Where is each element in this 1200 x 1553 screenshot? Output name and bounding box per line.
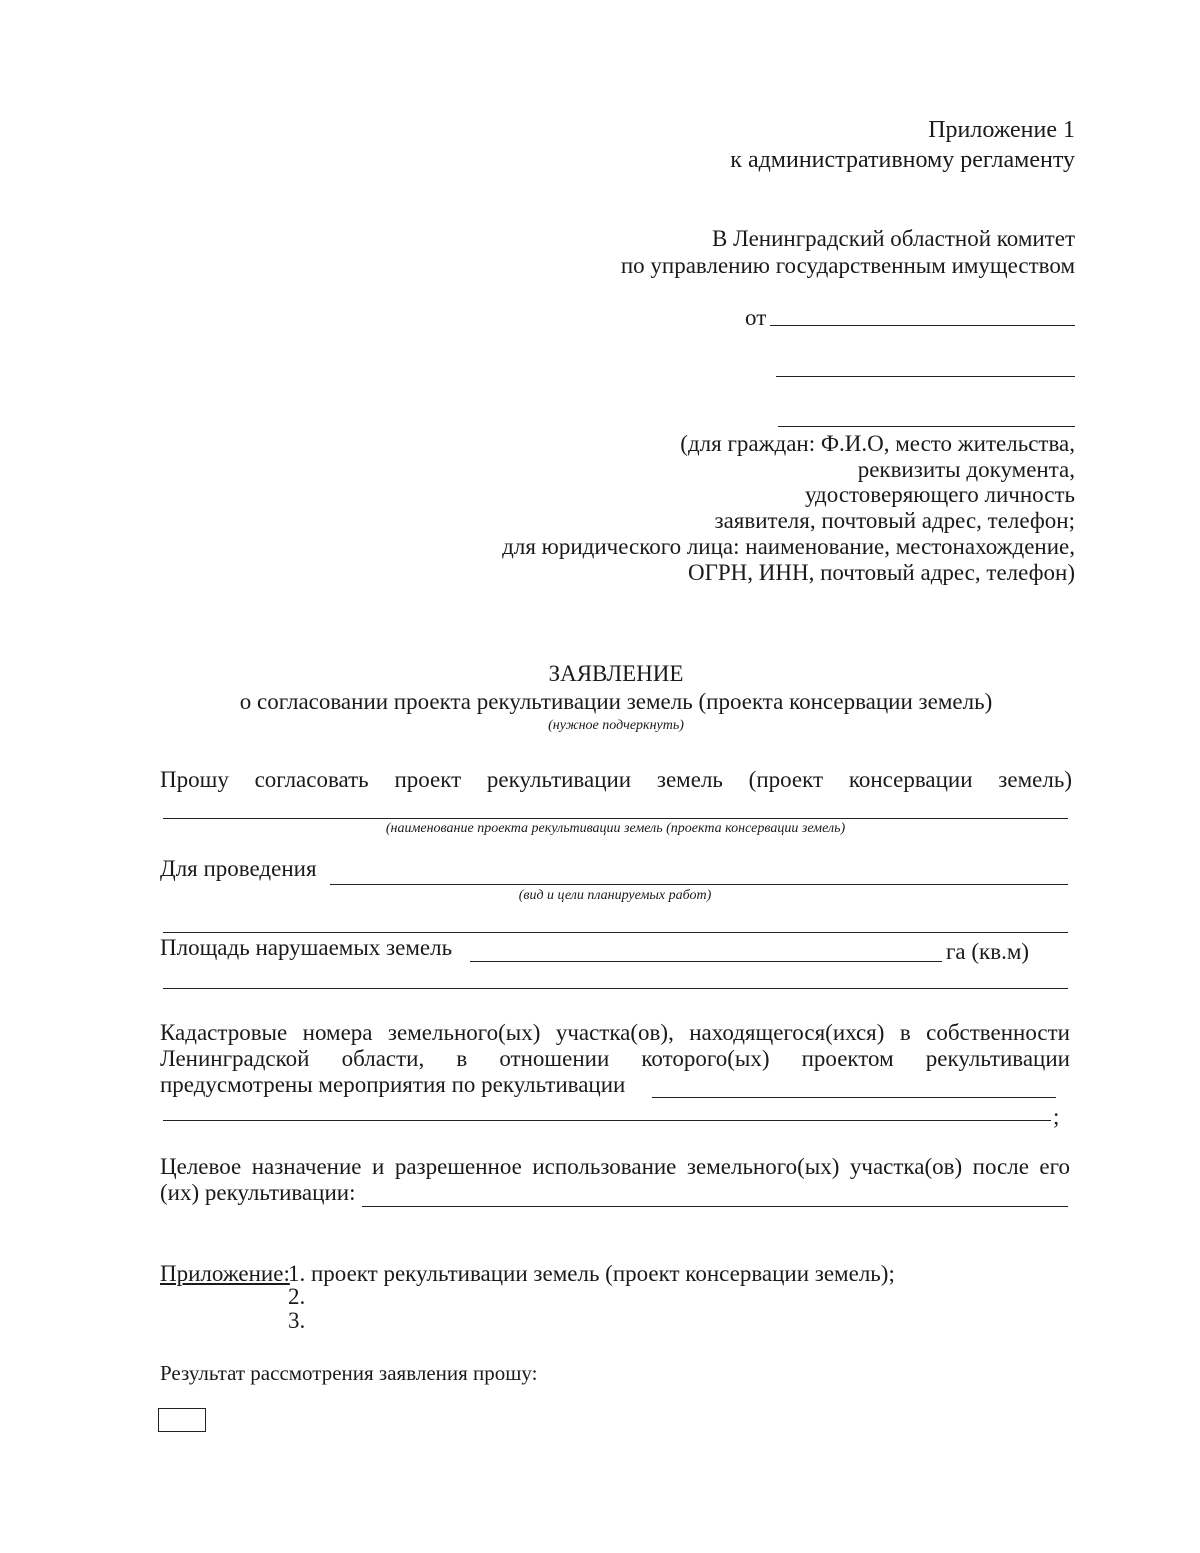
purpose-hint: (вид и цели планируемых работ) — [518, 888, 712, 903]
area-field-line[interactable] — [470, 961, 942, 962]
applicant-hint-5: для юридического лица: наименование, местонахождение, — [502, 534, 1075, 559]
addressee-line1: В Ленинградский областной комитет — [712, 226, 1075, 251]
usage-line2: (их) рекультивации: — [160, 1180, 356, 1205]
document-heading: ЗАЯВЛЕНИЕ — [548, 661, 684, 686]
attachment-item-3: 3. — [288, 1308, 306, 1333]
usage-field-line[interactable] — [362, 1206, 1068, 1207]
usage-line1: Целевое назначение и разрешенное использование земельного(ых) участка(ов) после его — [160, 1154, 1070, 1179]
from-label: от — [745, 305, 767, 330]
document-subheading: о согласовании проекта рекультивации земель (проекта консервации земель) — [239, 689, 993, 714]
applicant-hint-1: (для граждан: Ф.И.О, место жительства, — [680, 431, 1075, 456]
from-field-line2[interactable] — [776, 376, 1075, 377]
addressee-line2: по управлению государственным имуществом — [620, 253, 1075, 278]
from-field-line3[interactable] — [778, 426, 1075, 427]
purpose-label: Для проведения — [160, 856, 317, 881]
cadastral-end: ; — [1053, 1104, 1060, 1129]
request-hint: (наименование проекта рекультивации земель (проекта консервации земель) — [385, 821, 846, 836]
attachment-item-2: 2. — [288, 1284, 306, 1309]
attachments-label: Приложение: — [160, 1261, 290, 1286]
area-unit: га (кв.м) — [946, 939, 1030, 964]
underline-note: (нужное подчеркнуть) — [548, 718, 684, 733]
cadastral-line2: Ленинградской области, в отношении которого(ых) проектом рекультивации — [160, 1046, 1070, 1071]
purpose-field-line[interactable] — [330, 884, 1068, 885]
applicant-hint-4: заявителя, почтовый адрес, телефон; — [714, 508, 1075, 533]
request-field-line[interactable] — [163, 818, 1068, 819]
applicant-hint-6: ОГРН, ИНН, почтовый адрес, телефон) — [687, 560, 1075, 585]
applicant-hint-3: удостоверяющего личность — [805, 482, 1075, 507]
request-text: Прошу согласовать проект рекультивации земель (проект консервации земель) — [160, 767, 1072, 792]
purpose-field-line2[interactable] — [163, 932, 1068, 933]
cadastral-line3: предусмотрены мероприятия по рекультивации — [160, 1072, 626, 1097]
attachment-item-1: 1. проект рекультивации земель (проект консервации земель); — [288, 1261, 895, 1286]
area-field-line2[interactable] — [163, 988, 1068, 989]
result-option-checkbox[interactable] — [158, 1408, 206, 1432]
cadastral-field-line2[interactable] — [163, 1120, 1051, 1121]
cadastral-line1: Кадастровые номера земельного(ых) участка(ов), находящегося(ихся) в собственности — [160, 1020, 1070, 1045]
applicant-hint-2: реквизиты документа, — [857, 457, 1075, 482]
area-label: Площадь нарушаемых земель — [160, 935, 453, 960]
from-field-line1[interactable] — [770, 325, 1075, 326]
cadastral-field-line[interactable] — [652, 1097, 1056, 1098]
result-label: Результат рассмотрения заявления прошу: — [160, 1361, 538, 1385]
annex-title: Приложение 1 — [928, 117, 1075, 143]
annex-subtitle: к административному регламенту — [730, 147, 1075, 173]
